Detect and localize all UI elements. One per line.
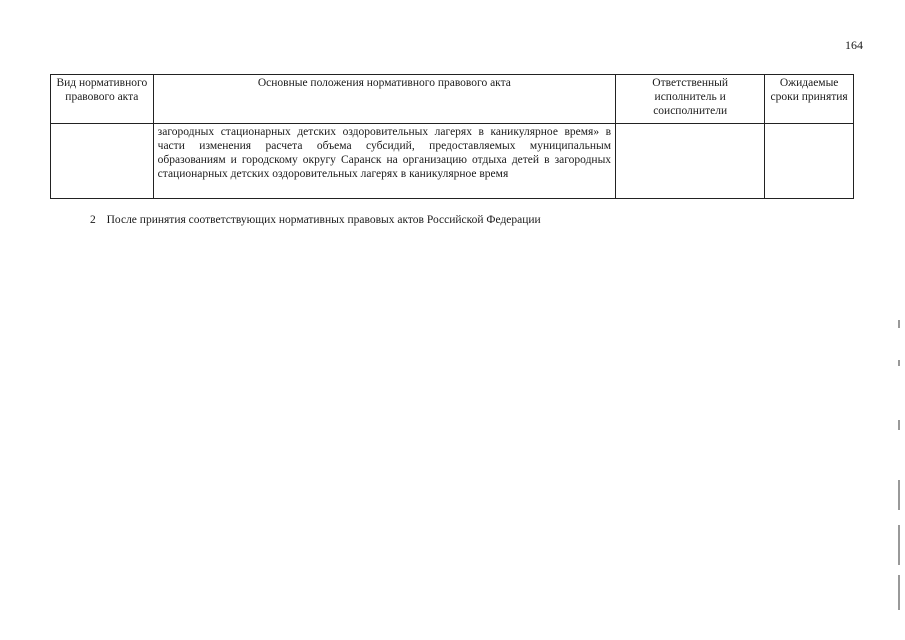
footnote-text: После принятия соответствующих нормативных правовых актов Российской Федерации xyxy=(106,214,541,226)
header-responsible: Ответственный исполнитель и соисполнители xyxy=(616,75,765,124)
table-header-row xyxy=(51,75,854,124)
cell-main-provisions: загородных стационарных детских оздоровительных лагерях в каникулярное время» в части изменения расчета объема субсидий, предоставляемых муниципальным образованиям и городскому округу Саранск на организацию отдыха детей в загородных стационарных детских оздоровительных лагерях в каникулярное время xyxy=(153,124,615,199)
table-row xyxy=(51,124,854,199)
footnote-number: 2 xyxy=(90,214,96,226)
header-main-provisions: Основные положения нормативного правового акта xyxy=(153,75,615,124)
cell-deadline xyxy=(765,124,854,199)
cell-responsible xyxy=(616,124,765,199)
scan-edge-marks xyxy=(898,320,902,620)
page-number: 164 xyxy=(845,38,863,52)
header-deadline: Ожидаемые сроки принятия xyxy=(765,75,854,124)
header-act-type: Вид нормативного правового акта xyxy=(51,75,154,124)
cell-act-type xyxy=(51,124,154,199)
legal-acts-table xyxy=(50,74,854,199)
footnote xyxy=(90,214,541,226)
